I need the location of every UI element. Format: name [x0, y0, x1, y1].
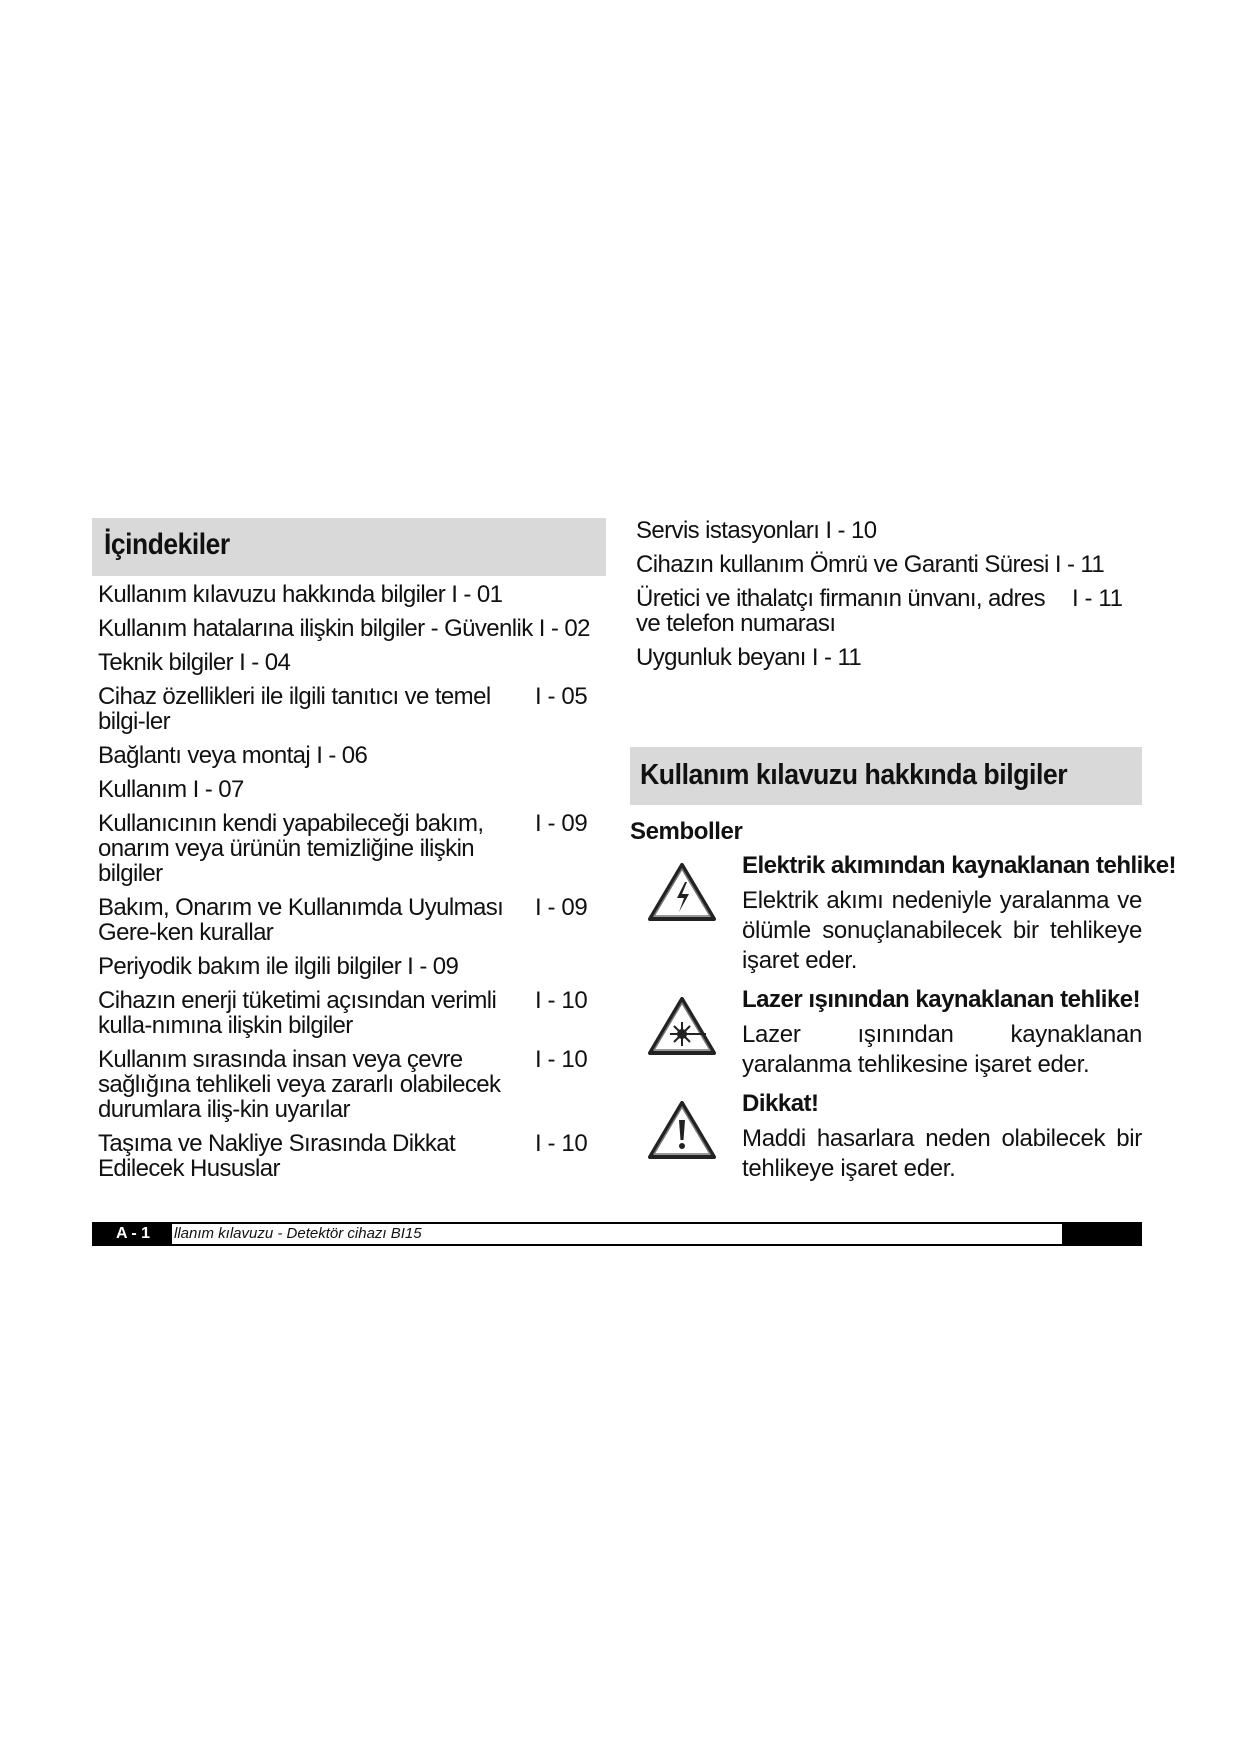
toc-item[interactable]: Kullanım sırasında insan veya çevre sağlığına tehlikeli veya zararlı olabilecek durumlara iliş-kin uyarılar I - 10	[98, 1046, 588, 1123]
symbol-title: Dikkat!	[742, 1090, 819, 1117]
toc-page-number: I - 10	[535, 987, 588, 1014]
toc-item[interactable]: Kullanım hatalarına ilişkin bilgiler - Güvenlik I - 02	[98, 615, 590, 642]
toc-page-number: I - 10	[535, 1130, 588, 1157]
toc-item[interactable]: Bağlantı veya montaj I - 06	[98, 742, 368, 769]
toc-item[interactable]: Teknik bilgiler I - 04	[98, 649, 291, 676]
toc-page-number: I - 09	[535, 894, 588, 921]
symbol-electric	[742, 852, 1177, 976]
symbol-description: Elektrik akımı nedeniyle yaralanma ve ölümle sonuçlanabilecek bir tehlikeye işaret eder.	[742, 887, 1142, 974]
toc-item[interactable]: Bakım, Onarım ve Kullanımda Uyulması Gere-ken kurallar I - 09	[98, 894, 588, 946]
symbol-title: Lazer ışınından kaynaklanan tehlike!	[742, 986, 1141, 1013]
toc-item[interactable]: Cihaz özellikleri ile ilgili tanıtıcı ve temel bilgi-ler I - 05	[98, 683, 588, 735]
toc-list-left	[98, 582, 610, 1190]
symbol-title: Elektrik akımından kaynaklanan tehlike!	[742, 852, 1177, 879]
footer-end-bar	[1062, 1224, 1140, 1244]
warning-icon	[646, 1098, 718, 1162]
symbol-laser	[742, 986, 1142, 1080]
toc-title: İçindekiler	[104, 528, 230, 561]
toc-item[interactable]: Uygunluk beyanı I - 11	[636, 644, 862, 671]
symbol-warning	[742, 1090, 1142, 1184]
toc-item[interactable]: Servis istasyonları I - 10	[636, 517, 877, 544]
toc-page-number: I - 05	[535, 683, 588, 710]
toc-item[interactable]: Taşıma ve Nakliye Sırasında Dikkat Edilecek Hususlar I - 10	[98, 1130, 588, 1182]
symbol-description: Maddi hasarlara neden olabilecek bir tehlikeye işaret eder.	[742, 1125, 1142, 1182]
laser-hazard-icon	[646, 994, 718, 1058]
toc-list-right	[636, 518, 1136, 679]
toc-item[interactable]: Cihazın enerji tüketimi açısından verimli kulla-nımına ilişkin bilgiler I - 10	[98, 987, 588, 1039]
section-header	[630, 747, 1142, 805]
toc-item[interactable]: Kullanıcının kendi yapabileceği bakım, onarım veya ürünün temizliğine ilişkin bilgiler I - 09	[98, 810, 588, 887]
symbols-label: Semboller	[630, 818, 743, 845]
toc-page-number: I - 09	[535, 810, 588, 837]
toc-item[interactable]: Periyodik bakım ile ilgili bilgiler I - 09	[98, 953, 459, 980]
toc-item[interactable]: Kullanım I - 07	[98, 776, 244, 803]
symbol-description: Lazer ışınından kaynaklanan yaralanma tehlikesine işaret eder.	[742, 1021, 1142, 1078]
toc-item[interactable]: Üretici ve ithalatçı firmanın ünvanı, adres ve telefon numarası I - 11	[636, 585, 1123, 637]
toc-item[interactable]: Cihazın kullanım Ömrü ve Garanti Süresi I - 11	[636, 551, 1105, 578]
page-number: A - 1	[94, 1224, 172, 1244]
toc-header	[92, 518, 606, 576]
electric-hazard-icon	[646, 860, 718, 924]
toc-item[interactable]: Kullanım kılavuzu hakkında bilgiler I - 01	[98, 581, 503, 608]
page-footer	[92, 1222, 1142, 1246]
section-title: Kullanım kılavuzu hakkında bilgiler	[640, 759, 1068, 791]
toc-page-number: I - 11	[1072, 585, 1123, 612]
footer-text: llanım kılavuzu - Detektör cihazı BI15	[174, 1225, 422, 1242]
toc-page-number: I - 10	[535, 1046, 588, 1073]
